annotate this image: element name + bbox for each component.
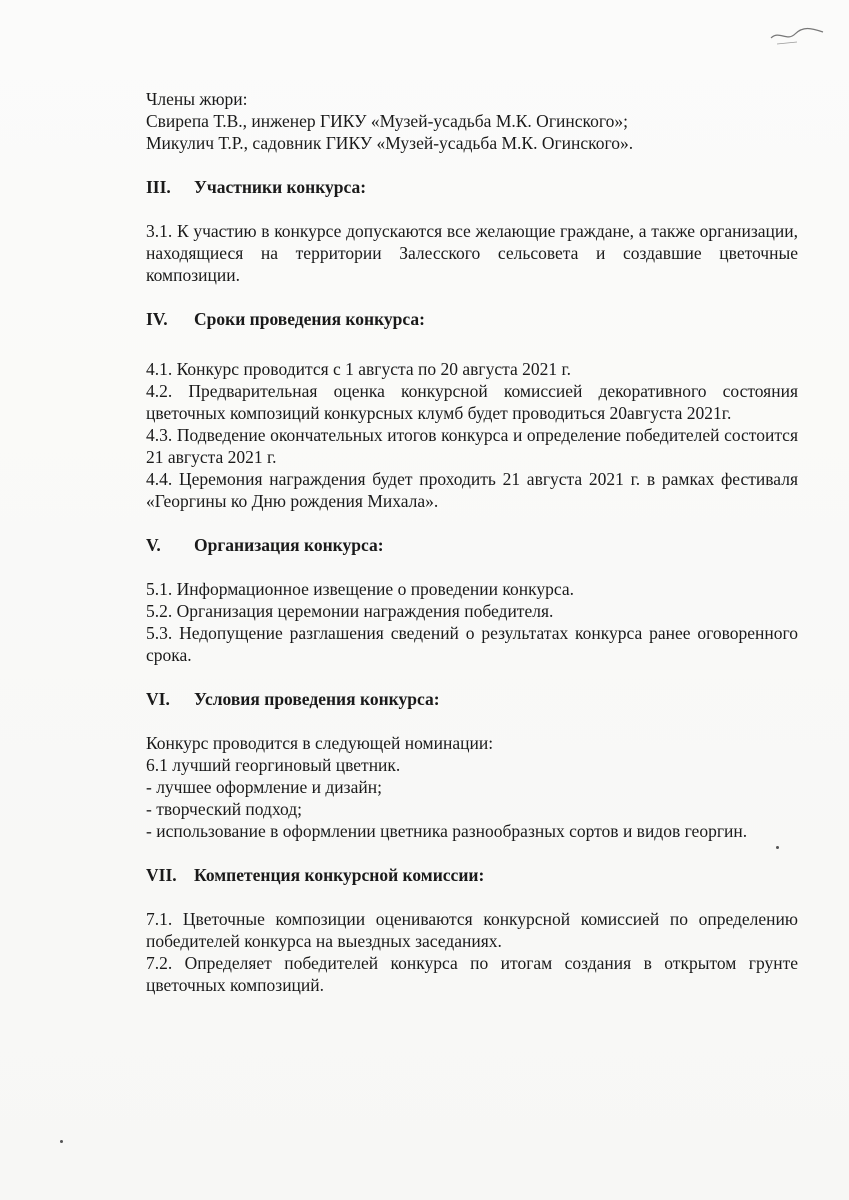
list-item: 6.1 лучший георгиновый цветник. [146, 755, 401, 775]
pen-mark-icon [767, 20, 827, 50]
section-number: V. [146, 535, 161, 555]
jury-member: Свирепа Т.В., инженер ГИКУ «Музей-усадьба М.К. Огинского»; [146, 111, 628, 131]
section-number: VII. [146, 865, 177, 885]
section-heading [146, 534, 798, 556]
section-title: Сроки проведения конкурса: [194, 309, 425, 329]
section-number: III. [146, 177, 171, 197]
paragraph: 4.2. Предварительная оценка конкурсной комиссией декоративного состояния цветочных композиций конкурсных клумб будет проводиться 20августа 2021г. [146, 381, 798, 423]
section-heading [146, 176, 798, 198]
section-heading [146, 688, 798, 710]
paragraph: 5.3. Недопущение разглашения сведений о результатах конкурса ранее оговоренного срока. [146, 623, 798, 665]
section-number: IV. [146, 309, 168, 329]
paragraph: 7.1. Цветочные композиции оцениваются конкурсной комиссией по определению победителей конкурса на выездных заседаниях. [146, 909, 798, 951]
paragraph: 4.1. Конкурс проводится с 1 августа по 20 августа 2021 г. [146, 359, 572, 379]
section-number: VI. [146, 689, 170, 709]
paragraph: Конкурс проводится в следующей номинации: [146, 733, 494, 753]
paragraph: 3.1. К участию в конкурсе допускаются все желающие граждане, а также организации, находящиеся на территории Залесского сельсовета и создавшие цветочные композиции. [146, 221, 798, 285]
section-title: Участники конкурса: [194, 177, 367, 197]
section-title: Компетенция конкурсной комиссии: [194, 865, 485, 885]
paragraph: 5.1. Информационное извещение о проведении конкурса. [146, 579, 574, 599]
paragraph: 5.2. Организация церемонии награждения победителя. [146, 601, 554, 621]
paragraph: 4.4. Церемония награждения будет проходить 21 августа 2021 г. в рамках фестиваля «Георгины ко Дню рождения Михала». [146, 469, 798, 511]
section-title: Условия проведения конкурса: [194, 689, 440, 709]
list-item: - использование в оформлении цветника разнообразных сортов и видов георгин. [146, 821, 748, 841]
list-item: - лучшее оформление и дизайн; [146, 777, 382, 797]
speck [60, 1140, 63, 1143]
jury-heading: Члены жюри: [146, 89, 248, 109]
paragraph: 7.2. Определяет победителей конкурса по итогам создания в открытом грунте цветочных композиций. [146, 953, 798, 995]
section-heading [146, 308, 798, 330]
section-heading [146, 864, 798, 886]
list-item: - творческий подход; [146, 799, 303, 819]
paragraph: 4.3. Подведение окончательных итогов конкурса и определение победителей состоится 21 августа 2021 г. [146, 425, 798, 467]
document-body [146, 88, 798, 996]
section-title: Организация конкурса: [194, 535, 384, 555]
jury-member: Микулич Т.Р., садовник ГИКУ «Музей-усадьба М.К. Огинского». [146, 133, 634, 153]
